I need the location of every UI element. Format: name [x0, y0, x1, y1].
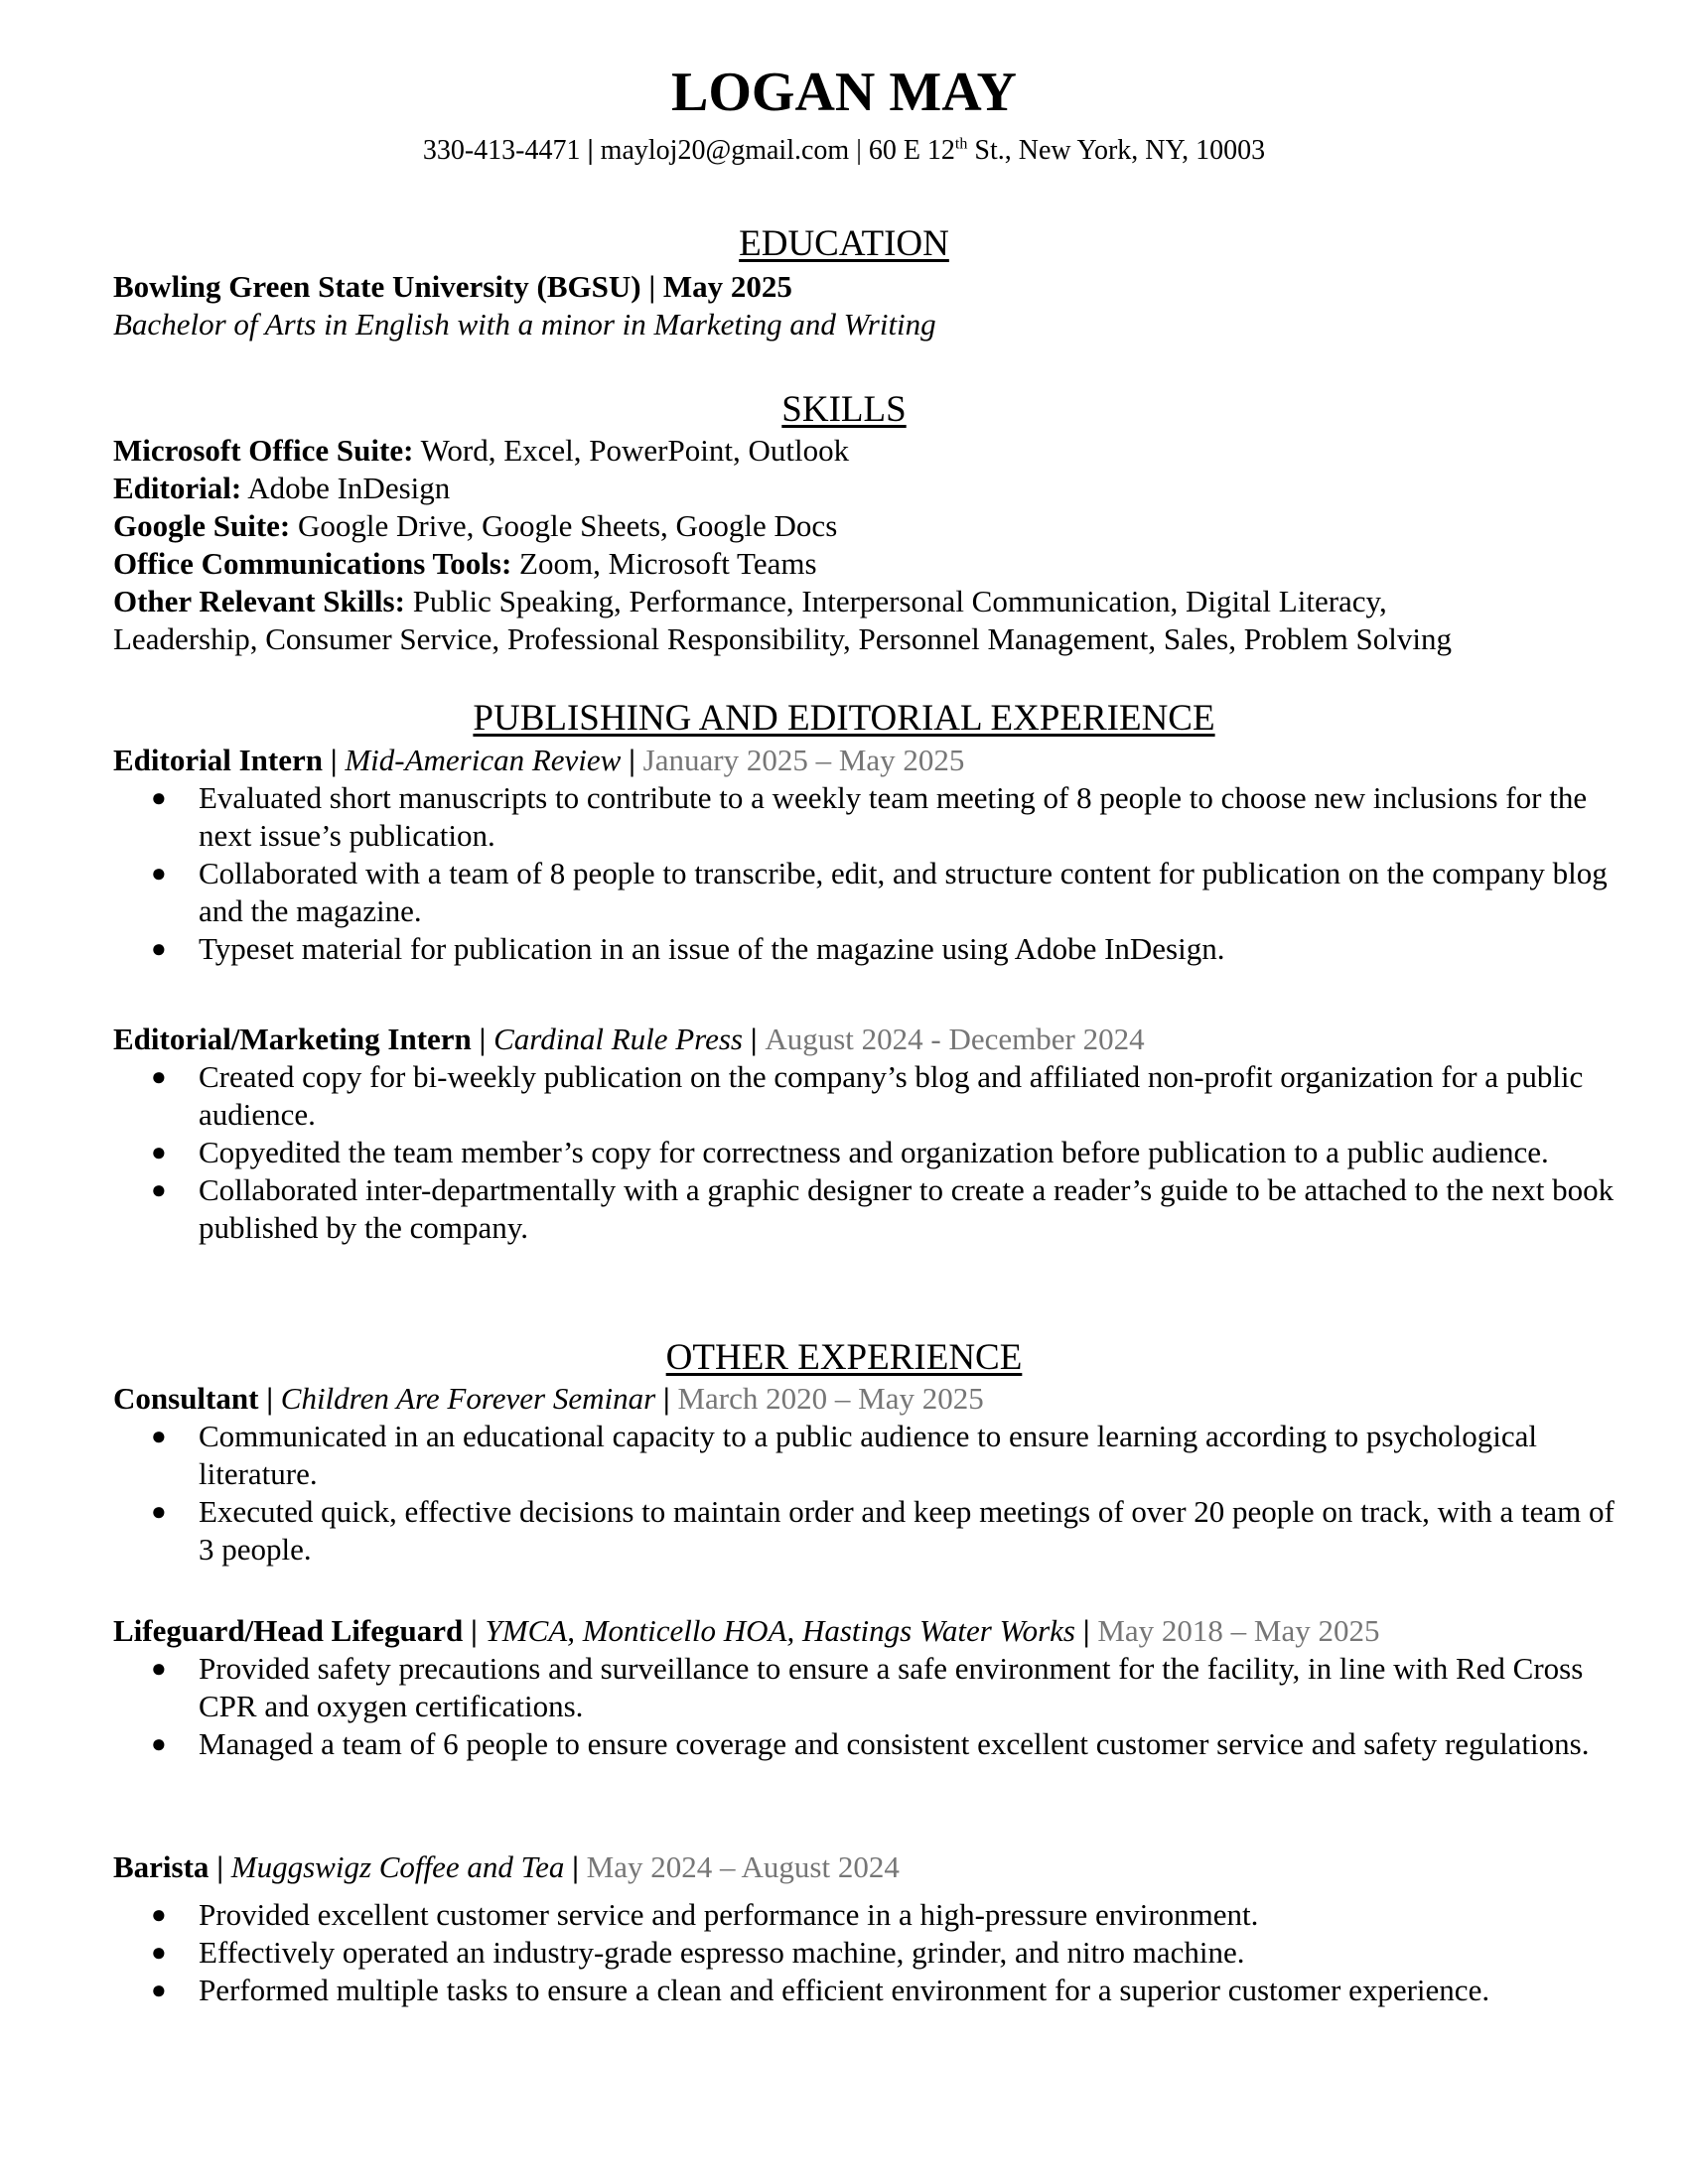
other-experience-heading: OTHER EXPERIENCE: [665, 1337, 1023, 1378]
list-item: ● Evaluated short manuscripts to contribute to a weekly team meeting of 8 people to choose new inclusions for the next issue’s publication.: [151, 780, 1588, 853]
job-title-line: Editorial/Marketing Intern | Cardinal Rule Press | August 2024 - December 2024: [113, 1022, 1145, 1056]
job-bullets: [113, 779, 1622, 968]
list-item: ● Performed multiple tasks to ensure a clean and efficient environment for a superior customer experience.: [151, 1973, 1490, 2007]
skills-section: [113, 432, 1622, 658]
job-bullets: [113, 1418, 1622, 1569]
job-bullets: [113, 1650, 1622, 1763]
publishing-heading: PUBLISHING AND EDITORIAL EXPERIENCE: [473, 698, 1215, 739]
skill-continuation: Leadership, Consumer Service, Professional Responsibility, Personnel Management, Sales, Problem Solving: [113, 621, 1453, 656]
candidate-name: LOGAN MAY: [671, 62, 1017, 123]
job-title: Editorial/Marketing Intern: [113, 1022, 472, 1056]
job-title-line: Lifeguard/Head Lifeguard | YMCA, Monticello HOA, Hastings Water Works | May 2018 – May 2025: [113, 1613, 1380, 1648]
skill-line: Google Suite: Google Drive, Google Sheets, Google Docs: [113, 508, 838, 543]
job-org: Mid-American Review: [345, 743, 622, 777]
list-item: ● Executed quick, effective decisions to maintain order and keep meetings of over 20 people on track, with a team of 3 people.: [151, 1494, 1615, 1567]
email: mayloj20@gmail.com: [600, 135, 850, 166]
list-item: ● Typeset material for publication in an issue of the magazine using Adobe InDesign.: [151, 931, 1225, 966]
skill-line: Editorial: Adobe InDesign: [113, 471, 451, 505]
job-org: Cardinal Rule Press: [493, 1022, 743, 1056]
education-heading: EDUCATION: [739, 223, 949, 264]
job-date: March 2020 – May 2025: [677, 1381, 984, 1416]
education-section: [113, 268, 1622, 343]
job-date: May 2018 – May 2025: [1097, 1613, 1380, 1648]
contact-line: [0, 133, 1688, 169]
job-date: January 2025 – May 2025: [642, 743, 965, 777]
job-bullets: [113, 1058, 1622, 1247]
job-title-line: Consultant | Children Are Forever Seminar | March 2020 – May 2025: [113, 1381, 984, 1416]
skill-line: Microsoft Office Suite: Word, Excel, PowerPoint, Outlook: [113, 433, 850, 468]
job-title: Consultant: [113, 1381, 259, 1416]
phone: 330-413-4471: [422, 135, 581, 166]
school-name: Bowling Green State University (BGSU): [113, 269, 641, 304]
job-org: Children Are Forever Seminar: [280, 1381, 656, 1416]
list-item: ● Effectively operated an industry-grade espresso machine, grinder, and nitro machine.: [151, 1935, 1245, 1970]
job-consultant: [113, 1380, 1622, 1569]
job-barista: [113, 1848, 1622, 2009]
school-line: Bowling Green State University (BGSU) | May 2025: [113, 269, 792, 304]
separator: |: [587, 135, 601, 166]
job-title: Editorial Intern: [113, 743, 323, 777]
job-bullets: [113, 1896, 1622, 2009]
job-title-line: Editorial Intern | Mid-American Review | January 2025 – May 2025: [113, 743, 965, 777]
job-editorial-marketing-intern: [113, 1021, 1622, 1247]
list-item: ● Provided excellent customer service and performance in a high-pressure environment.: [151, 1897, 1259, 1932]
job-date: May 2024 – August 2024: [586, 1849, 900, 1884]
list-item: ● Communicated in an educational capacity to a public audience to ensure learning according to psychological literature.: [151, 1419, 1538, 1491]
list-item: ● Provided safety precautions and surveillance to ensure a safe environment for the facility, in line with Red Cross CPR and oxygen certifications.: [151, 1651, 1584, 1723]
job-editorial-intern: [113, 742, 1622, 968]
address: 60 E 12th St., New York, NY, 10003: [868, 135, 1266, 166]
degree: Bachelor of Arts in English with a minor in Marketing and Writing: [113, 307, 936, 341]
skills-heading: SKILLS: [781, 389, 907, 430]
job-title: Barista: [113, 1849, 210, 1884]
job-org: YMCA, Monticello HOA, Hastings Water Works: [485, 1613, 1075, 1648]
list-item: ● Collaborated with a team of 8 people to transcribe, edit, and structure content for publication on the company blog and the magazine.: [151, 856, 1608, 928]
graduation-date: May 2025: [662, 269, 792, 304]
skill-line: Other Relevant Skills: Public Speaking, Performance, Interpersonal Communication, Digital Literacy,: [113, 584, 1387, 618]
list-item: ● Managed a team of 6 people to ensure coverage and consistent excellent customer service and safety regulations.: [151, 1726, 1590, 1761]
job-date: August 2024 - December 2024: [765, 1022, 1145, 1056]
skill-line: Office Communications Tools: Zoom, Microsoft Teams: [113, 546, 817, 581]
job-org: Muggswigz Coffee and Tea: [230, 1849, 565, 1884]
list-item: ● Created copy for bi-weekly publication on the company’s blog and affiliated non-profit organization for a public audience.: [151, 1059, 1584, 1132]
separator: |: [856, 135, 869, 166]
job-title: Lifeguard/Head Lifeguard: [113, 1613, 464, 1648]
job-lifeguard: [113, 1612, 1622, 1763]
list-item: ● Collaborated inter-departmentally with a graphic designer to create a reader’s guide to be attached to the next book published by the company.: [151, 1172, 1615, 1245]
list-item: ● Copyedited the team member’s copy for correctness and organization before publication to a public audience.: [151, 1135, 1549, 1169]
job-title-line: Barista | Muggswigz Coffee and Tea | May 2024 – August 2024: [113, 1849, 900, 1884]
